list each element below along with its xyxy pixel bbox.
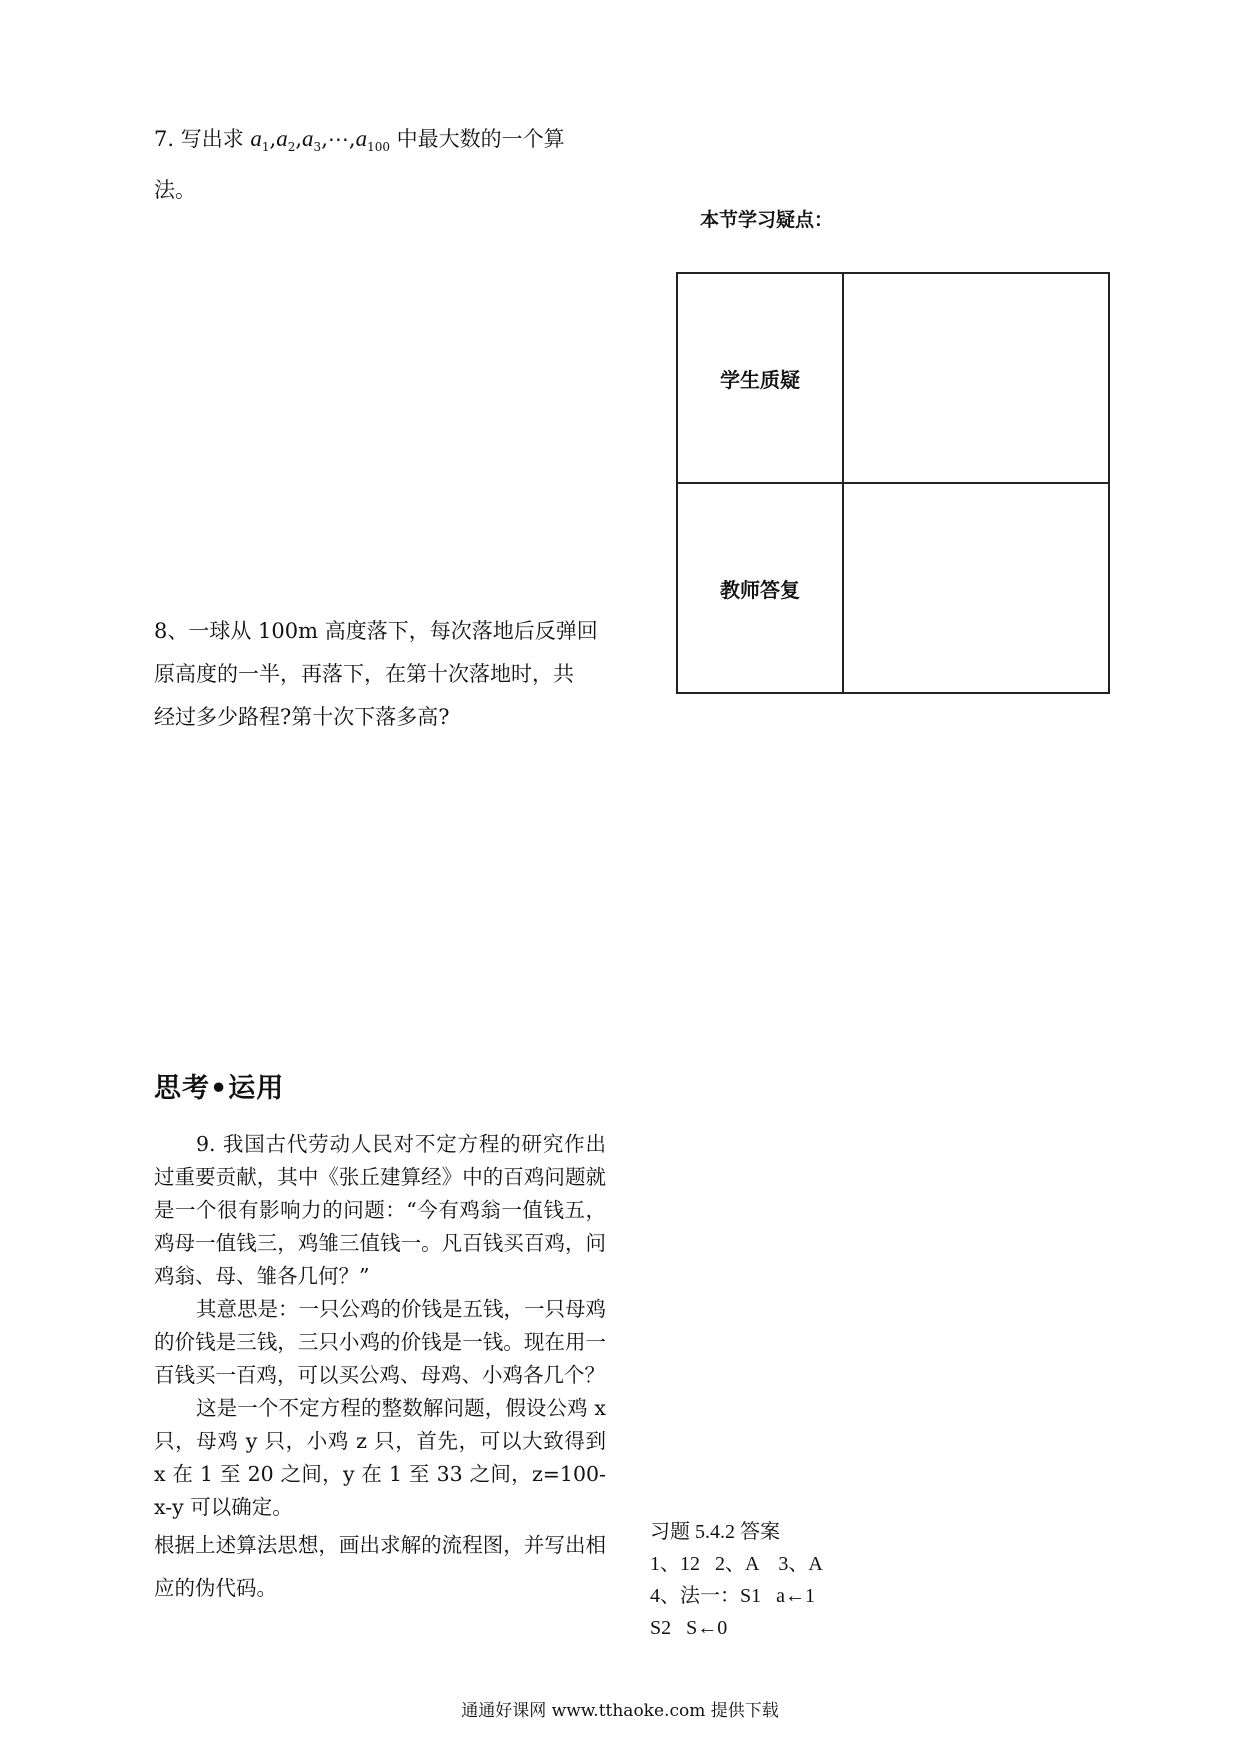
teacher-reply-label: 教师答复	[677, 483, 843, 693]
answers-line: 1、12 2、A 3、A	[650, 1553, 823, 1575]
doubt-table	[676, 272, 1110, 694]
question-9-paragraph: 根据上述算法思想，画出求解的流程图，并写出相应的伪代码。	[154, 1533, 606, 1600]
answers-block	[650, 1516, 823, 1644]
question-8-line: 经过多少路程?第十次下落多高?	[154, 705, 450, 729]
question-7	[154, 117, 614, 212]
question-8	[154, 610, 614, 739]
sequence-expression: $a_1,a_2,a_3,\cdots,a_{100}$	[250, 126, 390, 155]
doubt-title: 本节学习疑点：	[700, 209, 834, 231]
section-heading: 思考•运用	[154, 1073, 285, 1104]
question-7-prefix: 7. 写出求	[154, 127, 251, 151]
doubt-row-teacher	[677, 483, 1109, 693]
question-7-line-2: 法。	[154, 178, 196, 203]
question-9-paragraph: 9. 我国古代劳动人民对不定方程的研究作出过重要贡献，其中《张丘建算经》中的百鸡问题就是一个很有影响力的问题：“今有鸡翁一值钱五，鸡母一值钱三，鸡雏三值钱一。凡百钱买百鸡，问鸡翁、母、雏各几何？”	[154, 1132, 606, 1288]
page-footer: 通通好课网 www.tthaoke.com 提供下载	[461, 1701, 779, 1721]
question-9-paragraph: 其意思是：一只公鸡的价钱是五钱，一只母鸡的价钱是三钱，三只小鸡的价钱是一钱。现在用一百钱买一百鸡，可以买公鸡、母鸡、小鸡各几个？	[154, 1297, 606, 1387]
question-9	[154, 1128, 606, 1610]
question-9-paragraph: 这是一个不定方程的整数解问题，假设公鸡 x 只，母鸡 y 只，小鸡 z 只，首先，可以大致得到 x 在 1 至 20 之间，y 在 1 至 33 之间，z=100-x-y 可以确定。	[154, 1396, 606, 1519]
answers-line: 4、法一：S1 a←1	[650, 1585, 815, 1607]
student-question-label: 学生质疑	[677, 273, 843, 483]
doubt-row-student	[677, 273, 1109, 483]
question-7-line-1	[154, 117, 614, 169]
student-question-box[interactable]	[843, 273, 1109, 483]
answers-line: 习题 5.4.2 答案	[650, 1521, 780, 1543]
question-7-suffix: 中最大数的一个算	[389, 127, 565, 151]
answers-line: S2 S←0	[650, 1617, 728, 1639]
teacher-reply-box[interactable]	[843, 483, 1109, 693]
question-8-line: 原高度的一半，再落下，在第十次落地时，共	[154, 662, 574, 686]
question-8-line: 8、一球从 100m 高度落下，每次落地后反弹回	[154, 619, 598, 643]
